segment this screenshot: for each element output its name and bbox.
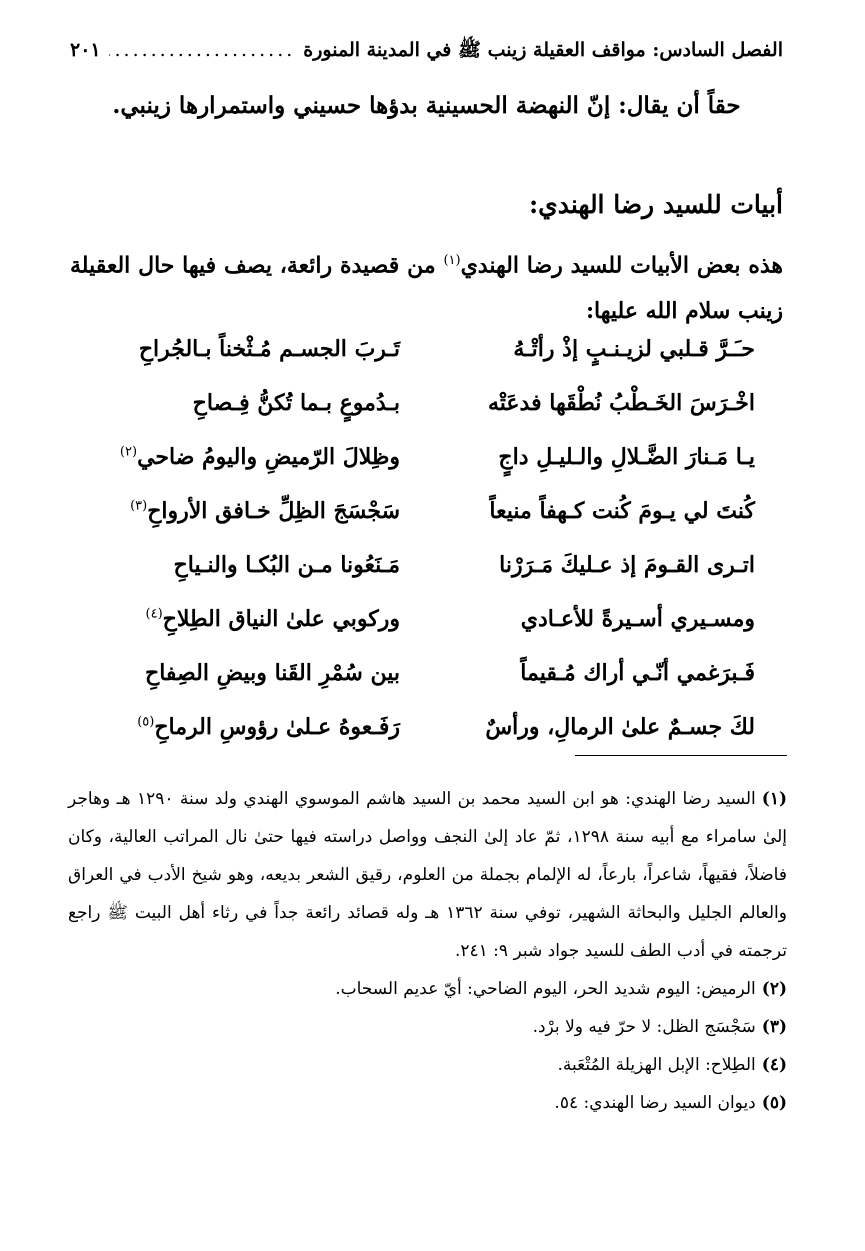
verse-second-hemistich: سَجْسَجَ الظِلِّ خـافق الأرواحِ$^{(٣)}$ <box>130 498 400 524</box>
footnote <box>68 1008 787 1046</box>
footnote-text: السيد رضا الهندي: هو ابن السيد محمد بن السيد هاشم الموسوي الهندي ولد سنة ١٢٩٠ هـ وهاجر إلىٰ سامراء مع أبيه سنة ١٢٩٨، ثمّ عاد إلىٰ النجف وواصل دراسته فيها حتىٰ نال المراتب العالية، وكان فاضلاً، فقيهاً، شاعراً، بارعاً، له الإلمام بجملة من العلوم، رقيق الشعر بديعه، وهو شيخ الأدب في العراق والعالم الجليل والبحاثة الشهير، توفي سنة ١٣٦٢ هـ وله قصائد رائعة جداً في رثاء أهل البيت ﷺ راجع ترجمته في أدب الطف للسيد جواد شبر ٩: ٢٤١. <box>68 789 787 961</box>
footnote-number: (١) <box>761 789 787 809</box>
footnote-number: (٤) <box>761 1055 787 1075</box>
verse-second-hemistich: بين سُمْرِ القَنا وبيضِ الصِفاحِ <box>145 660 400 686</box>
verse <box>70 538 783 592</box>
footnote-text: الطِلاح: الإبل الهزيلة المُتْعَبة. <box>557 1055 756 1075</box>
verse-first-hemistich: حـَـرَّ قـلبي لزيـنـبٍ إذْ رأتْـهُ <box>513 336 755 362</box>
verse <box>70 484 783 538</box>
footnote-text: سَجْسَج الظل: لا حرّ فيه ولا برْد. <box>532 1017 756 1037</box>
verse <box>70 592 783 646</box>
footnote-ref: (٤) <box>145 606 163 622</box>
poem <box>70 322 783 754</box>
intro-paragraph <box>70 238 783 334</box>
footnote-separator <box>575 755 787 756</box>
verse-second-hemistich: وركوبي علىٰ النياق الطِلاحِ$^{(٤)}$ <box>145 606 400 632</box>
footnote-ref: (٢) <box>119 444 138 460</box>
footnotes <box>68 780 787 1122</box>
footnote-ref: (٣) <box>130 498 148 514</box>
footnote-number: (٣) <box>761 1017 787 1037</box>
verse-first-hemistich: اتـرى القـومَ إذ عـليكَ مَـرَرْنا <box>499 552 755 578</box>
verse-second-hemistich: رَفَـعوهُ عـلىٰ رؤوسِ الرماحِ$^{(٥)}$ <box>137 714 400 740</box>
page-number: ٢٠١ <box>70 39 101 61</box>
verse <box>70 646 783 700</box>
verse-first-hemistich: يـا مَـنارَ الضَّـلالِ والـليـلِ داجٍ <box>498 444 755 470</box>
footnote <box>68 1084 787 1122</box>
footnote <box>68 780 787 970</box>
paragraph-text-start: هذه بعض الأبيات للسيد رضا الهندي <box>460 252 784 279</box>
verse-first-hemistich: فَـبرَغمي أنّـي أراك مُـقيماً <box>520 660 755 686</box>
verse-first-hemistich: اخْـرَسَ الخَـطْبُ نُطْقَها فدعَتْه <box>487 390 755 416</box>
verse <box>70 376 783 430</box>
verse-first-hemistich: ومسـيري أسـيرةً للأعـادي <box>520 606 755 632</box>
verse-second-hemistich: بـدُموعٍ بـما تُكنُّ فِـصاحِ <box>192 390 400 416</box>
chapter-title: الفصل السادس: مواقف العقيلة زينب ﷺ في المدينة المنورة <box>303 39 783 61</box>
footnote-ref: (١) <box>443 253 461 268</box>
paragraph-text-end: من قصيدة رائعة، يصف فيها حال العقيلة زينب سلام الله عليها: <box>70 252 783 325</box>
running-header <box>70 38 783 68</box>
footnote <box>68 1046 787 1084</box>
verse <box>70 322 783 376</box>
footnote <box>68 970 787 1008</box>
verse-second-hemistich: تَـربَ الجسـم مُـثْخناً بـالجُراحِ <box>138 336 400 362</box>
verse-first-hemistich: لكَ جسـمٌ علىٰ الرمالِ، ورأسٌ <box>485 714 755 740</box>
footnote-ref: (٥) <box>137 714 155 730</box>
footnote-number: (٥) <box>761 1093 787 1113</box>
verse-first-hemistich: كُنتَ لي يـومَ كُنت كـهفاً منيعاً <box>489 498 755 524</box>
section-heading: أبيات للسيد رضا الهندي: <box>528 190 783 219</box>
intro-line: حقاً أن يقال: إنّ النهضة الحسينية بدؤها حسيني واستمرارها زينبي. <box>112 92 741 119</box>
verse <box>70 700 783 754</box>
footnote-text: ديوان السيد رضا الهندي: ٥٤. <box>554 1093 756 1113</box>
footnote-text: الرميض: اليوم شديد الحر، اليوم الضاحي: أيّ عديم السحاب. <box>335 979 756 999</box>
verse-second-hemistich: مَـنَعُونا مـن البُكـا والنـياحِ <box>173 552 400 578</box>
verse-second-hemistich: وظِلالَ الرّميضِ واليومُ ضاحي$^{(٢)}$ <box>119 444 400 470</box>
verse <box>70 430 783 484</box>
dot-leader <box>109 39 296 61</box>
footnote-number: (٢) <box>761 979 787 999</box>
